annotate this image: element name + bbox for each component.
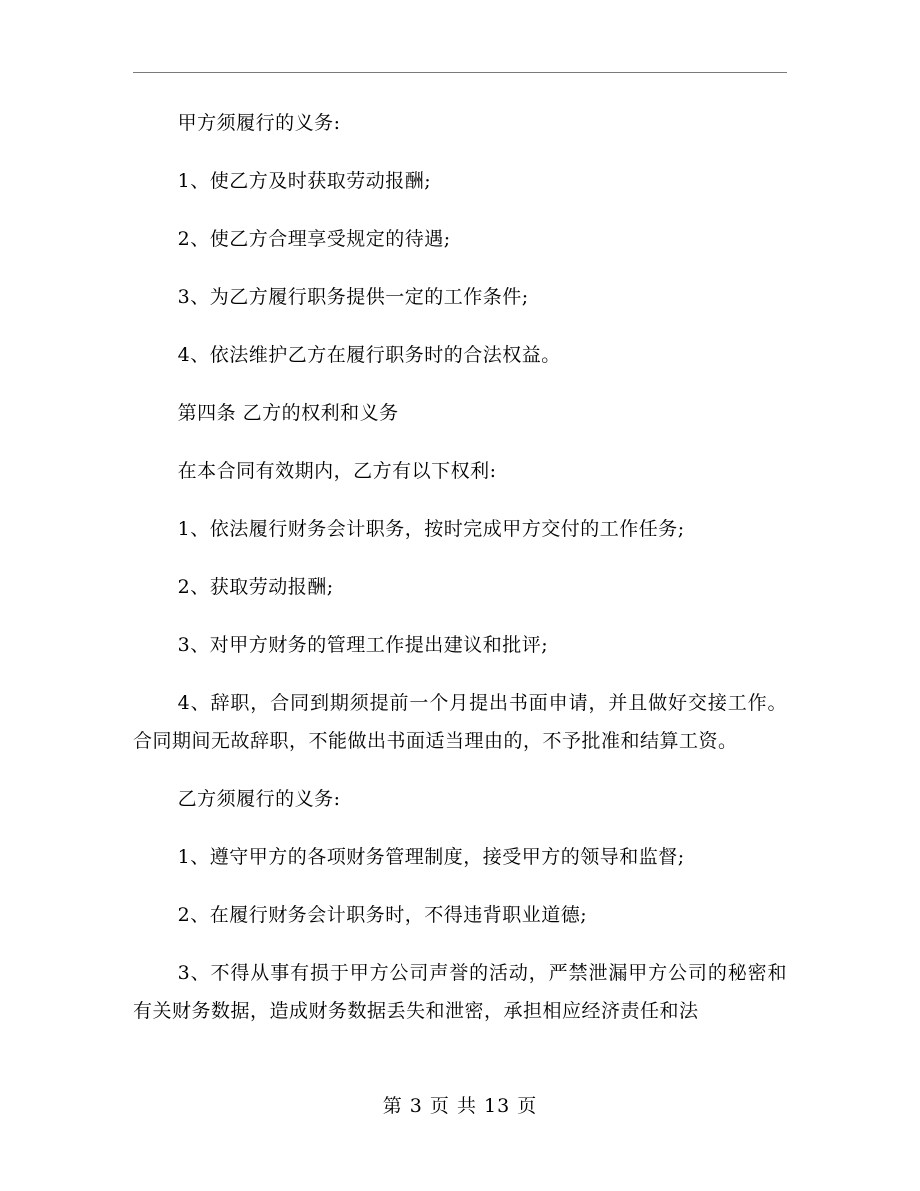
paragraph-party-b-right-4: 4、辞职，合同到期须提前一个月提出书面申请，并且做好交接工作。合同期间无故辞职，不能做出书面适当理由的，不予批准和结算工资。 [133, 692, 787, 752]
paragraph-party-b-obligations-heading: 乙方须履行的义务: [177, 788, 341, 810]
paragraph-party-b-right-3: 3、对甲方财务的管理工作提出建议和批评; [177, 634, 549, 656]
paragraph-party-a-obligation-2: 2、使乙方合理享受规定的待遇; [177, 228, 451, 250]
document-body [133, 104, 787, 1050]
paragraph-party-a-obligation-1: 1、使乙方及时获取劳动报酬; [177, 170, 432, 192]
page-number-footer: 第 3 页 共 13 页 [382, 1095, 538, 1117]
article-4-heading: 第四条 乙方的权利和义务 [177, 402, 399, 424]
paragraph-party-b-right-1: 1、依法履行财务会计职务，按时完成甲方交付的工作任务; [177, 518, 685, 540]
paragraph-party-b-obligation-2: 2、在履行财务会计职务时，不得违背职业道德; [177, 904, 588, 926]
paragraph-party-b-obligation-1: 1、遵守甲方的各项财务管理制度，接受甲方的领导和监督; [177, 846, 685, 868]
paragraph-party-a-obligation-3: 3、为乙方履行职务提供一定的工作条件; [177, 286, 529, 308]
paragraph-party-b-rights-intro: 在本合同有效期内，乙方有以下权利: [177, 460, 497, 482]
paragraph-party-b-right-2: 2、获取劳动报酬; [177, 576, 334, 598]
header-rule [133, 72, 787, 73]
paragraph-party-a-obligation-4: 4、依法维护乙方在履行职务时的合法权益。 [177, 344, 561, 366]
paragraph-party-a-obligations-heading: 甲方须履行的义务: [177, 112, 341, 134]
paragraph-party-b-obligation-3: 3、不得从事有损于甲方公司声誉的活动，严禁泄漏甲方公司的秘密和有关财务数据，造成财务数据丢失和泄密，承担相应经济责任和法 [133, 962, 787, 1022]
